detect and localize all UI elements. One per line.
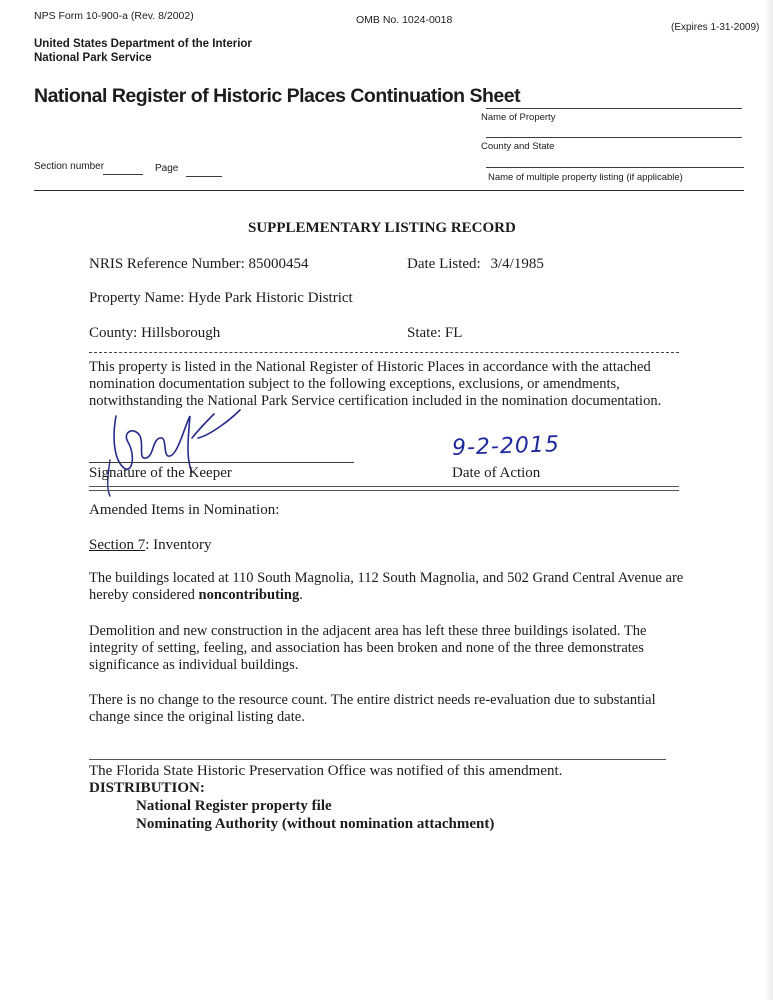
property-name-label: Property Name: bbox=[89, 290, 185, 306]
date-listed bbox=[407, 256, 544, 273]
paragraph-1-text: The buildings located at 110 South Magnolia, 112 South Magnolia, and 502 Grand Central Avenue are hereby considered bbox=[89, 570, 684, 603]
section-number-label: Section number bbox=[34, 161, 105, 172]
nris-value: 85000454 bbox=[248, 256, 309, 272]
amendment-paragraph-3: There is no change to the resource count. The entire district needs re-evaluation due to substantial change since the original listing date. bbox=[89, 692, 656, 725]
multiple-listing-label: Name of multiple property listing (if applicable) bbox=[488, 172, 683, 183]
county-value: Hillsborough bbox=[141, 325, 221, 341]
nris-label: NRIS Reference Number: bbox=[89, 256, 245, 272]
service-name: National Park Service bbox=[34, 52, 152, 64]
page-label: Page bbox=[155, 163, 179, 174]
department-name: United States Department of the Interior bbox=[34, 38, 252, 50]
distribution-item: National Register property file bbox=[136, 798, 332, 814]
county bbox=[89, 325, 220, 342]
nris-reference bbox=[89, 256, 309, 273]
amended-items-label: Amended Items in Nomination: bbox=[89, 502, 280, 518]
double-separator bbox=[89, 486, 679, 491]
record-heading: SUPPLEMENTARY LISTING RECORD bbox=[248, 220, 516, 236]
keeper-signature bbox=[88, 398, 258, 498]
property-name bbox=[89, 290, 353, 307]
county-state-label: County and State bbox=[481, 141, 555, 152]
date-listed-value: 3/4/1985 bbox=[490, 256, 544, 272]
name-of-property-label: Name of Property bbox=[481, 112, 556, 123]
header-divider bbox=[34, 190, 744, 191]
state-value: FL bbox=[444, 325, 463, 341]
county-state-line bbox=[486, 137, 742, 138]
distribution-item: Nominating Authority (without nomination attachment) bbox=[136, 816, 495, 832]
distribution-label: DISTRIBUTION: bbox=[89, 780, 205, 796]
property-name-value: Hyde Park Historic District bbox=[188, 290, 353, 306]
section-heading bbox=[89, 537, 211, 554]
county-label: County: bbox=[89, 325, 138, 341]
footer-separator bbox=[89, 759, 666, 760]
section-label: Section 7 bbox=[89, 537, 146, 553]
amendment-paragraph-2: Demolition and new construction in the adjacent area has left these three buildings isolated. The integrity of setting, feeling, and association has been broken and none of the three demonstrates significance as individual buildings. bbox=[89, 623, 647, 673]
signature-line bbox=[89, 462, 354, 463]
signature-label: Signature of the Keeper bbox=[89, 465, 232, 481]
multiple-listing-line bbox=[486, 167, 744, 168]
section-suffix: : Inventory bbox=[145, 537, 212, 553]
scan-edge-shadow bbox=[764, 0, 773, 1000]
listing-statement: This property is listed in the National Register of Historic Places in accordance with the attached nomination documentation subject to the following exceptions, exclusions, or amendments, notwithstanding the National Park Service certification included in the nomination documentation. bbox=[89, 359, 662, 409]
omb-number: OMB No. 1024-0018 bbox=[356, 14, 453, 26]
date-of-action-label: Date of Action bbox=[452, 465, 541, 481]
paragraph-1-end: . bbox=[299, 587, 303, 603]
name-of-property-line bbox=[486, 108, 742, 109]
state bbox=[407, 325, 462, 342]
form-number: NPS Form 10-900-a (Rev. 8/2002) bbox=[34, 10, 194, 22]
handwritten-action-date: 9-2-2015 bbox=[451, 432, 561, 461]
state-label: State: bbox=[407, 325, 442, 341]
expiration-date: (Expires 1-31-2009) bbox=[671, 22, 760, 33]
page-number-field bbox=[186, 176, 222, 177]
dashed-separator bbox=[89, 352, 679, 353]
shpo-notification: The Florida State Historic Preservation Office was notified of this amendment. bbox=[89, 763, 563, 779]
amendment-paragraph-1 bbox=[89, 570, 689, 604]
noncontributing-term: noncontributing bbox=[198, 587, 300, 603]
date-listed-label: Date Listed: bbox=[407, 256, 481, 272]
form-title: National Register of Historic Places Continuation Sheet bbox=[34, 85, 521, 107]
section-number-field bbox=[103, 174, 143, 175]
